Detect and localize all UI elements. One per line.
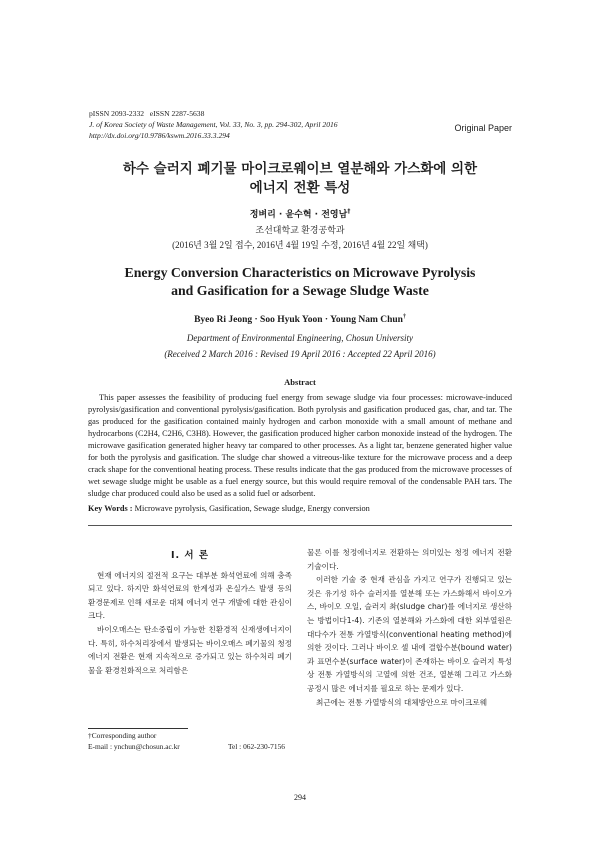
korean-authors [0, 207, 600, 220]
corresponding-mark: † [347, 208, 351, 215]
intro-paragraph-4: 최근에는 전통 가열방식의 대체방안으로 마이크로웨 [316, 697, 488, 707]
korean-title-line1: 하수 슬러지 폐기물 마이크로웨이브 열분해와 가스화에 의한 [122, 161, 478, 177]
abstract-divider [88, 525, 512, 526]
korean-title-line2: 에너지 전환 특성 [249, 180, 351, 196]
korean-affiliation: 조선대학교 환경공학과 [255, 225, 345, 235]
intro-paragraph-continued: 물론 이를 청정에너지로 전환하는 의미있는 청정 에너지 전환기술이다. [307, 548, 512, 571]
english-authors-text: Byeo Ri Jeong · Soo Hyuk Yoon · Young Nam Chun [194, 315, 403, 326]
left-column [88, 549, 292, 677]
keywords-label: Key Words : [88, 504, 133, 513]
english-title-line2: and Gasification for a Sewage Sludge Waste [171, 283, 429, 298]
issn-line: pISSN 2093-2332 eISSN 2287-5638 [89, 109, 205, 118]
abstract-body: This paper assesses the feasibility of producing fuel energy from sewage sludge via four processes: microwave-induced pyrolysis/gasification and conventional pyrolysis/gasification. Both pyrolysis and gasification produced gas, char, and tar. The gas produced for the gasification contained mainly hydrogen and carbon monoxide with a small amount of methane and hydrocarbons (C2H4, C2H6, C3H8). However, the gasification produced higher carbon monoxide instead of the hydrogen. The microwave gasification generated higher heavy tar compared to other processes. As a light tar, benzene generated higher value for both the pyrolysis and gasification. The sludge char showed a vitreous-like texture for the microwave process and a deep crack shape for the conventional heating process. These results indicate that the gas produced from the microwave processes of wet sewage sludge might be usable as a fuel energy source, but this would require removal of the condensable PAH tars. The sludge char produced could also be used as a solid fuel or adsorbent. [88, 393, 512, 498]
author-telephone: Tel : 062-230-7156 [228, 741, 285, 751]
right-column [307, 546, 512, 709]
keywords [88, 504, 512, 513]
corresponding-mark: † [402, 314, 406, 320]
journal-citation: J. of Korea Society of Waste Management, Vol. 33, No. 3, pp. 294-302, April 2016 [89, 120, 338, 129]
keywords-text: Microwave pyrolysis, Gasification, Sewage sludge, Energy conversion [134, 504, 370, 513]
footnote [88, 731, 298, 752]
korean-title [0, 160, 600, 198]
doi-link[interactable]: http://dx.doi.org/10.9786/kswm.2016.33.3.294 [89, 131, 230, 140]
english-dates: (Received 2 March 2016 : Revised 19 April 2016 : Accepted 22 April 2016) [164, 349, 436, 359]
author-email[interactable]: E-mail : ynchun@chosun.ac.kr [88, 741, 180, 751]
english-title-line1: Energy Conversion Characteristics on Microwave Pyrolysis [124, 265, 476, 280]
intro-paragraph-2: 바이오매스는 탄소중립이 가능한 친환경적 신재생에너지이다. 특히, 하수처리장에서 발생되는 바이오매스 폐기물의 청정에너지 전환은 현재 지속적으로 증가되고 있는 하수처리 폐기물을 환경친화적으로 처리함은 [88, 624, 292, 675]
korean-authors-text: 정벼리 · 윤수혁 · 전영남 [249, 210, 348, 220]
english-affiliation: Department of Environmental Engineering, Chosun University [186, 333, 414, 343]
abstract-heading: Abstract [284, 377, 316, 387]
footnote-divider [88, 728, 188, 729]
corresponding-author-note: †Corresponding author [88, 731, 157, 740]
english-title [0, 264, 600, 300]
page-number: 294 [294, 793, 306, 802]
journal-header [89, 108, 338, 141]
section-title: I. 서 론 [170, 550, 210, 561]
korean-dates: (2016년 3월 2일 접수, 2016년 4월 19일 수정, 2016년 4월 22일 채택) [172, 240, 428, 250]
intro-paragraph-3: 이러한 기술 중 현재 관심을 가지고 연구가 진행되고 있는 것은 유기성 하수 슬러지를 열분해 또는 가스화해서 바이오가스, 바이오 오일, 슬러지 촤(sludge char)를 에너지로 생산하는 방법이다1-4). 기존의 열분해와 가스화에 대한 외부열원은 대다수가 전통 가열방식(conventional heating method)에 의한 것이다. 그러나 바이오 셀 내에 결합수분(bound water)과 표면수분(surface water)이 존재하는 바이오 슬러지 특성상 전통 가열방식의 고열에 의한 건조, 열분해 그리고 가스화 공정시 많은 에너지를 필요로 하는 문제가 있다. [307, 575, 512, 693]
intro-paragraph-1: 현재 에너지의 절전적 요구는 대부분 화석연료에 의해 충족되고 있다. 하지만 화석연료의 한계성과 온실가스 발생 등의 환경문제로 인해 새로운 대체 에너지 연구 개발에 대한 관심이 크다. [88, 570, 292, 621]
article-type: Original Paper [454, 123, 512, 133]
english-authors [0, 314, 600, 325]
